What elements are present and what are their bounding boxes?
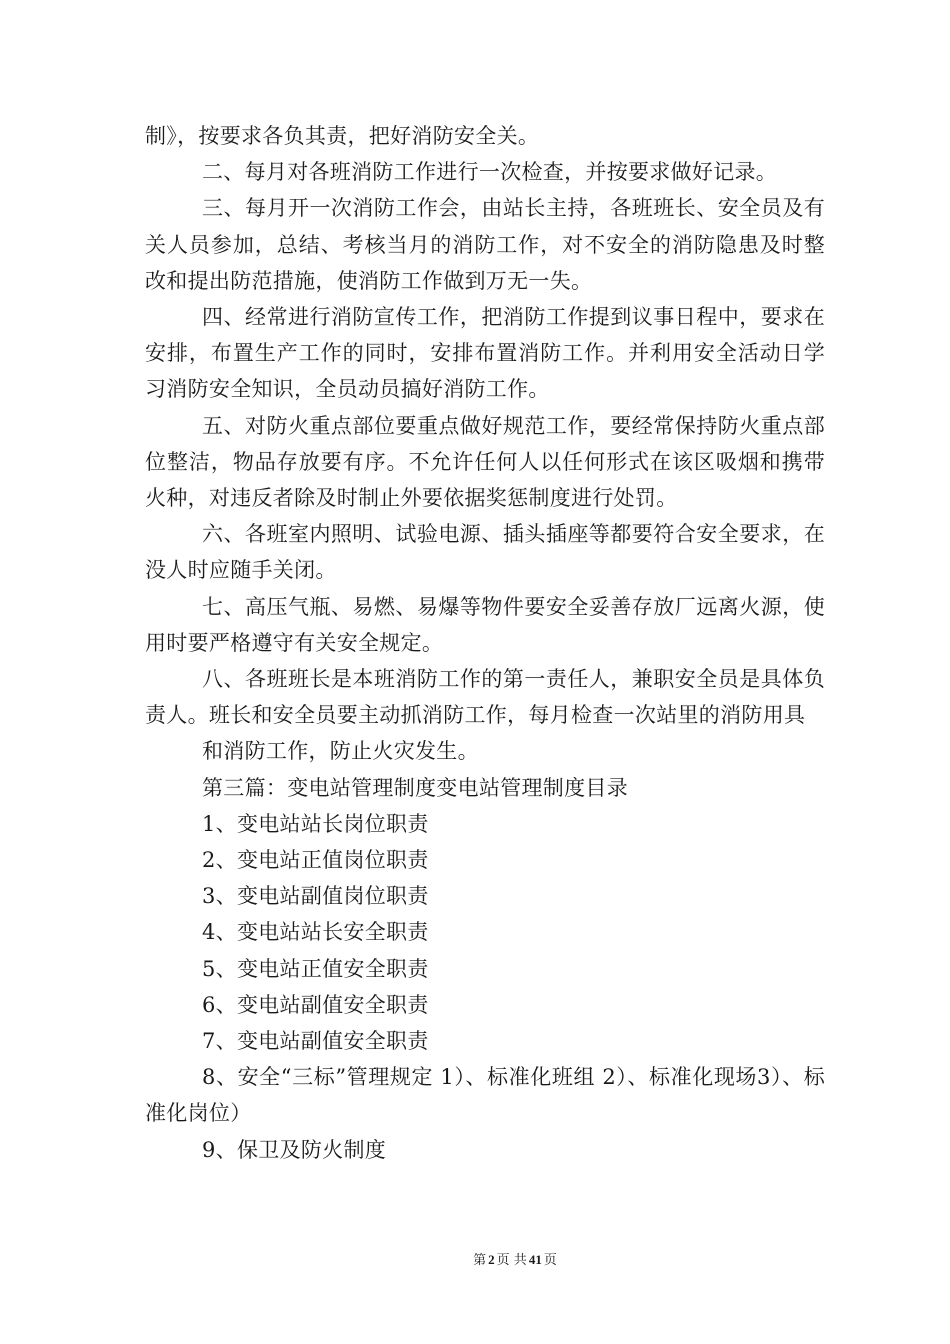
paragraph: 制》，按要求各负其责，把好消防安全关。 <box>145 124 540 148</box>
list-item: 7、变电站副值安全职责 <box>202 1029 429 1054</box>
footer-prefix: 第 <box>473 1253 487 1268</box>
paragraph: 七、高压气瓶、易燃、易爆等物件要安全妥善存放厂远离火源，使用时要严格遵守有关安全规定。 <box>145 594 825 655</box>
paragraph: 五、对防火重点部位要重点做好规范工作，要经常保持防火重点部位整洁，物品存放要有序。不允许任何人以任何形式在该区吸烟和携带火种，对违反者除及时制止外要依据奖惩制度进行处罚。 <box>145 413 825 511</box>
section-heading: 第三篇：变电站管理制度变电站管理制度目录 <box>202 775 628 800</box>
footer-middle: 页 共 <box>496 1253 527 1268</box>
paragraph: 和消防工作，防止火灾发生。 <box>202 739 479 764</box>
page-footer <box>0 1249 950 1268</box>
total-pages-number: 41 <box>528 1252 542 1267</box>
list-item: 5、变电站正值安全职责 <box>202 956 429 981</box>
document-body <box>145 118 825 1168</box>
paragraph: 二、每月对各班消防工作进行一次检查，并按要求做好记录。 <box>202 160 778 185</box>
list-item: 8、安全“三标”管理规定 1）、标准化班组 2）、标准化现场3）、标准化岗位） <box>145 1065 825 1126</box>
list-item: 6、变电站副值安全职责 <box>202 992 429 1017</box>
current-page-number: 2 <box>488 1252 495 1267</box>
list-item: 2、变电站正值岗位职责 <box>202 848 429 873</box>
list-item: 3、变电站副值岗位职责 <box>202 884 429 909</box>
paragraph: 六、各班室内照明、试验电源、插头插座等都要符合安全要求，在没人时应随手关闭。 <box>145 522 825 583</box>
paragraph: 八、各班班长是本班消防工作的第一责任人，兼职安全员是具体负责人。班长和安全员要主动抓消防工作，每月检查一次站里的消防用具 <box>145 667 825 728</box>
list-item: 1、变电站站长岗位职责 <box>202 811 429 836</box>
list-item: 9、保卫及防火制度 <box>202 1137 387 1162</box>
paragraph: 三、每月开一次消防工作会，由站长主持，各班班长、安全员及有关人员参加，总结、考核当月的消防工作，对不安全的消防隐患及时整改和提出防范措施，使消防工作做到万无一失。 <box>145 196 825 293</box>
list-item: 4、变电站站长安全职责 <box>202 920 429 945</box>
paragraph: 四、经常进行消防宣传工作，把消防工作提到议事日程中，要求在安排，布置生产工作的同时，安排布置消防工作。并利用安全活动日学习消防安全知识，全员动员搞好消防工作。 <box>145 305 825 402</box>
footer-suffix: 页 <box>543 1253 557 1268</box>
